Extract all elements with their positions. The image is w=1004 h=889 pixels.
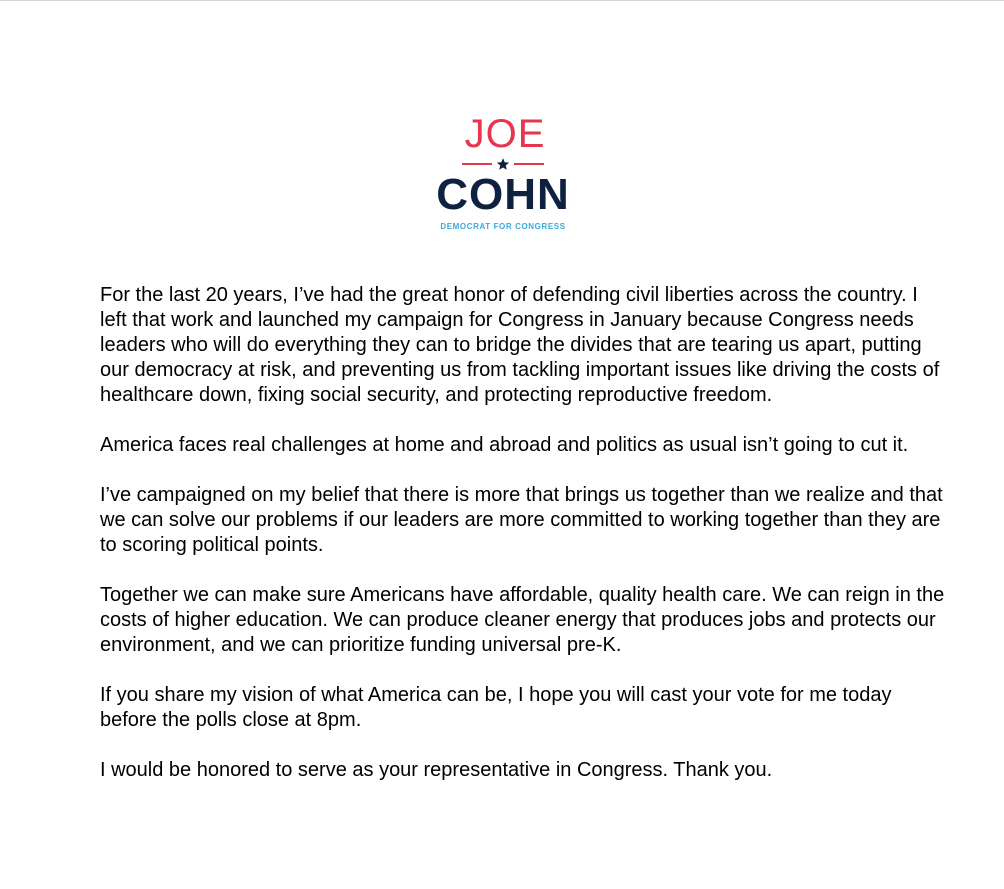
letter-paragraph: I would be honored to serve as your representative in Congress. Thank you. — [100, 759, 773, 781]
letter-paragraph: Together we can make sure Americans have affordable, quality health care. We can reign in the costs of higher education. We can produce cleaner energy that produces jobs and protects our environment, and we can prioritize funding universal pre-K. — [100, 584, 945, 656]
star-icon — [496, 157, 510, 171]
letter-paragraph: America faces real challenges at home and abroad and politics as usual isn’t going to cut it. — [100, 434, 909, 456]
letter-body — [100, 283, 950, 808]
logo-divider — [1, 157, 1004, 171]
logo-tagline: DEMOCRAT FOR CONGRESS — [440, 222, 566, 231]
logo-last-name: COHN — [436, 170, 570, 219]
logo-divider-line-right — [514, 163, 544, 165]
logo-first-name: JOE — [464, 112, 546, 156]
letter-paragraph: For the last 20 years, I’ve had the great honor of defending civil liberties across the country. I left that work and launched my campaign for Congress in January because Congress needs leaders who will do everything they can to bridge the divides that are tearing us apart, putting our democracy at risk, and preventing us from tackling important issues like driving the costs of healthcare down, fixing social security, and protecting reproductive freedom. — [100, 284, 940, 406]
letter-paragraph: I’ve campaigned on my belief that there is more that brings us together than we realize and that we can solve our problems if our leaders are more committed to working together than they are to scoring political points. — [100, 484, 943, 556]
campaign-logo — [0, 112, 1004, 231]
page-top-border — [0, 0, 1004, 1]
letter-paragraph: If you share my vision of what America can be, I hope you will cast your vote for me today before the polls close at 8pm. — [100, 684, 892, 731]
logo-divider-line-left — [462, 163, 492, 165]
